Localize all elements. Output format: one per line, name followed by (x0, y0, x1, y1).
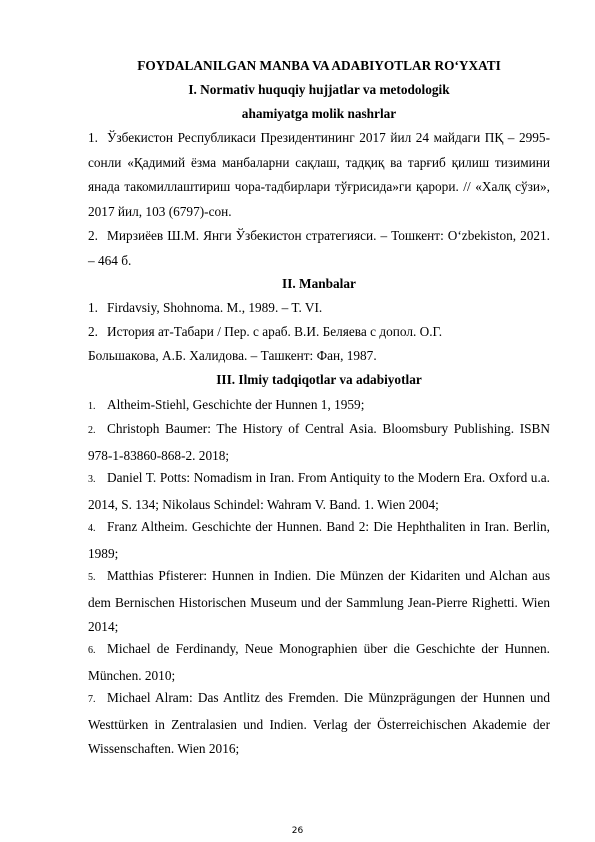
section-1-item-2 (88, 224, 550, 273)
item-text: Christoph Baumer: The History of Central Asia. Bloomsbury Publishing. ISBN 978-1-83860-868-2. 2018; (88, 421, 550, 463)
item-text: История ат-Табари / Пер. с араб. В.И. Беляева с допол. О.Г. (107, 324, 443, 339)
section-2-item-1 (88, 296, 550, 321)
item-number: 4. (88, 523, 96, 534)
item-text: Daniel T. Potts: Nomadism in Iran. From Antiquity to the Modern Era. Oxford u.a. 2014, S. 134; Nikolaus Schindel: Wahram V. Band. 1. Wien 2004; (88, 470, 550, 512)
item-text: Michael Alram: Das Antlitz des Fremden. Die Münzprägungen der Hunnen und Westtürken in Zentralasien und Indien. Verlag der Österreichischen Akademie der Wissenschaften. Wien 2016; (88, 690, 550, 756)
section-3-heading: III. Ilmiy tadqiqotlar va adabiyotlar (216, 372, 422, 387)
section-1-item-1 (88, 126, 550, 224)
item-number: 2. (88, 324, 98, 339)
section-3-item-7 (88, 686, 550, 762)
item-number: 6. (88, 645, 96, 656)
section-1-heading-line-1: I. Normativ huquqiy hujjatlar va metodologik (188, 82, 450, 97)
item-text: Firdavsiy, Shohnoma. M., 1989. – T. VI. (107, 300, 323, 315)
section-2-item-2 (88, 320, 550, 345)
page-title: FOYDALANILGAN MANBA VA ADABIYOTLAR RO‘YXATI (137, 58, 501, 73)
item-text: Ўзбекистон Республикаси Президентининг 2017 йил 24 майдаги ПҚ – 2995-сонли «Қадимий ёзма манбаларни сақлаш, тадқиқ ва тарғиб қилиш тизимини янада такомиллаштириш чора-тадбирлари тўғрисида»ги қарори. // «Халқ сўзи», 2017 йил, 103 (6797)-сон. (88, 130, 550, 219)
section-2-heading: II. Manbalar (282, 276, 356, 291)
item-number: 3. (88, 474, 96, 485)
item-number: 5. (88, 572, 96, 583)
section-3-item-6 (88, 637, 550, 688)
section-3-item-4 (88, 515, 550, 566)
section-3-item-2 (88, 417, 550, 468)
section-3-item-5 (88, 564, 550, 640)
item-text: Franz Altheim. Geschichte der Hunnen. Band 2: Die Hephthaliten in Iran. Berlin, 1989; (88, 519, 550, 561)
item-number: 7. (88, 694, 96, 705)
item-number: 1. (88, 401, 96, 412)
item-number: 2. (88, 228, 98, 243)
item-text: Altheim-Stiehl, Geschichte der Hunnen 1, 1959; (107, 397, 365, 412)
item-text: Michael de Ferdinandy, Neue Monographien über die Geschichte der Hunnen. München. 2010; (88, 641, 550, 683)
section-2-item-2-continuation: Большакова, А.Б. Халидова. – Ташкент: Фан, 1987. (88, 348, 377, 363)
item-text: Мирзиёев Ш.М. Янги Ўзбекистон стратегияси. – Тошкент: O‘zbekiston, 2021. – 464 б. (88, 228, 550, 268)
section-1-heading-line-2: ahamiyatga molik nashrlar (241, 106, 397, 121)
section-3-item-1 (88, 393, 550, 420)
page-number: 26 (291, 826, 304, 836)
section-3-item-3 (88, 466, 550, 517)
item-number: 2. (88, 425, 96, 436)
item-number: 1. (88, 130, 98, 145)
item-number: 1. (88, 300, 98, 315)
item-text: Matthias Pfisterer: Hunnen in Indien. Die Münzen der Kidariten und Alchan aus dem Bernischen Historischen Museum und der Sammlung Jean-Pierre Righetti. Wien 2014; (88, 568, 550, 634)
